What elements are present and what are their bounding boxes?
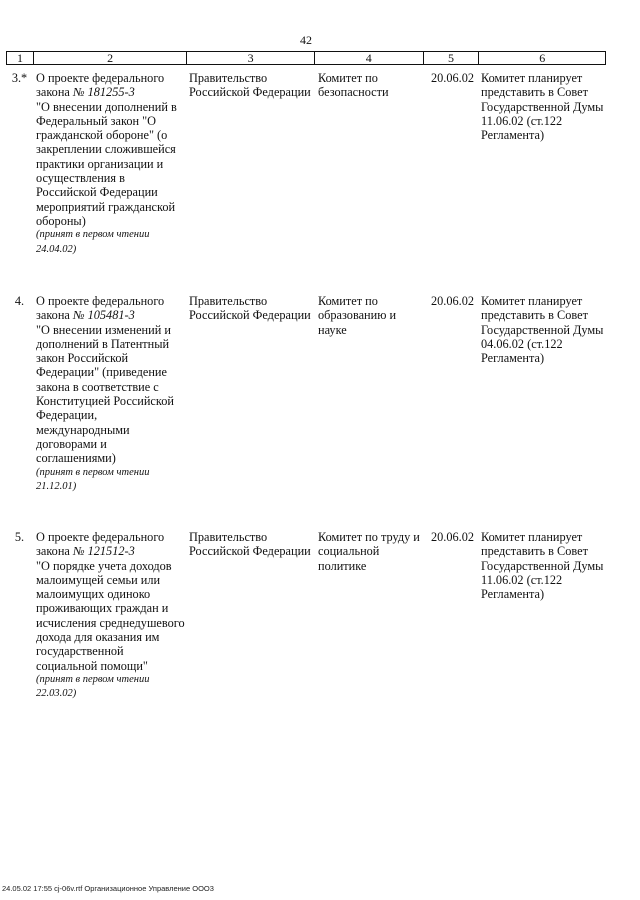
note: Комитет планирует представить в Совет Государственной Думы 11.06.02 (ст.122 Регламента) xyxy=(481,71,604,143)
bill-title-prefix: О проекте федерального закона xyxy=(36,294,165,323)
table-header xyxy=(6,51,606,65)
row-number: 5. xyxy=(14,530,25,544)
bill-number: № 105481-3 xyxy=(72,308,135,323)
row-number: 4. xyxy=(14,294,25,308)
bill-title-body: "О порядке учета доходов малоимущей семьи или малоимущих одиноко проживающих граждан и исчисления среднедушевого дохода для оказания им государственной социальной помощи" xyxy=(36,558,185,673)
bill-title xyxy=(36,294,188,494)
initiator: Правительство Российской Федерации xyxy=(189,294,311,323)
document-footer: 24.05.02 17:55 cj-06v.rtf Организационное Управление ООО3 xyxy=(2,884,214,893)
committee: Комитет по образованию и науке xyxy=(318,294,397,337)
note: Комитет планирует представить в Совет Государственной Думы 04.06.02 (ст.122 Регламента) xyxy=(481,294,604,366)
bill-number: № 181255-3 xyxy=(72,85,135,100)
date: 20.06.02 xyxy=(430,294,475,308)
page-number: 42 xyxy=(300,33,312,47)
column-header: 2 xyxy=(34,52,187,64)
committee: Комитет по безопасности xyxy=(318,71,389,100)
column-header: 6 xyxy=(539,51,546,65)
column-header: 3 xyxy=(187,52,315,64)
column-header: 5 xyxy=(424,52,480,64)
bill-title xyxy=(36,71,188,257)
reading-status: (принят в первом чтении 22.03.02) xyxy=(36,673,150,700)
note: Комитет планирует представить в Совет Государственной Думы 11.06.02 (ст.122 Регламента) xyxy=(481,530,604,602)
reading-status: (принят в первом чтении 21.12.01) xyxy=(36,466,150,492)
row-number: 3.* xyxy=(11,71,28,85)
initiator: Правительство Российской Федерации xyxy=(189,530,311,559)
bill-title xyxy=(36,530,188,702)
bill-title-prefix: О проекте федерального закона xyxy=(36,530,165,559)
initiator: Правительство Российской Федерации xyxy=(189,71,311,100)
bill-number: № 121512-3 xyxy=(72,544,135,559)
column-header: 4 xyxy=(315,52,424,64)
column-header: 1 xyxy=(7,52,34,64)
bill-title-body: "О внесении изменений и дополнений в Патентный закон Российской Федерации" (приведение закона в соответствие с Конституцией Российской Федерации, международными договорами и соглашениями) xyxy=(36,322,174,466)
bill-title-prefix: О проекте федерального закона xyxy=(36,71,165,100)
date: 20.06.02 xyxy=(430,71,475,85)
committee: Комитет по труду и социальной политике xyxy=(318,530,420,573)
bill-title-body: "О внесении дополнений в Федеральный закон "О гражданской обороне" (о закреплении сложившейся практики организации и осуществления в Российской Федерации мероприятий гражданской обороны) xyxy=(36,99,177,228)
reading-status: (принят в первом чтении 24.04.02) xyxy=(36,229,150,255)
date: 20.06.02 xyxy=(430,530,475,544)
